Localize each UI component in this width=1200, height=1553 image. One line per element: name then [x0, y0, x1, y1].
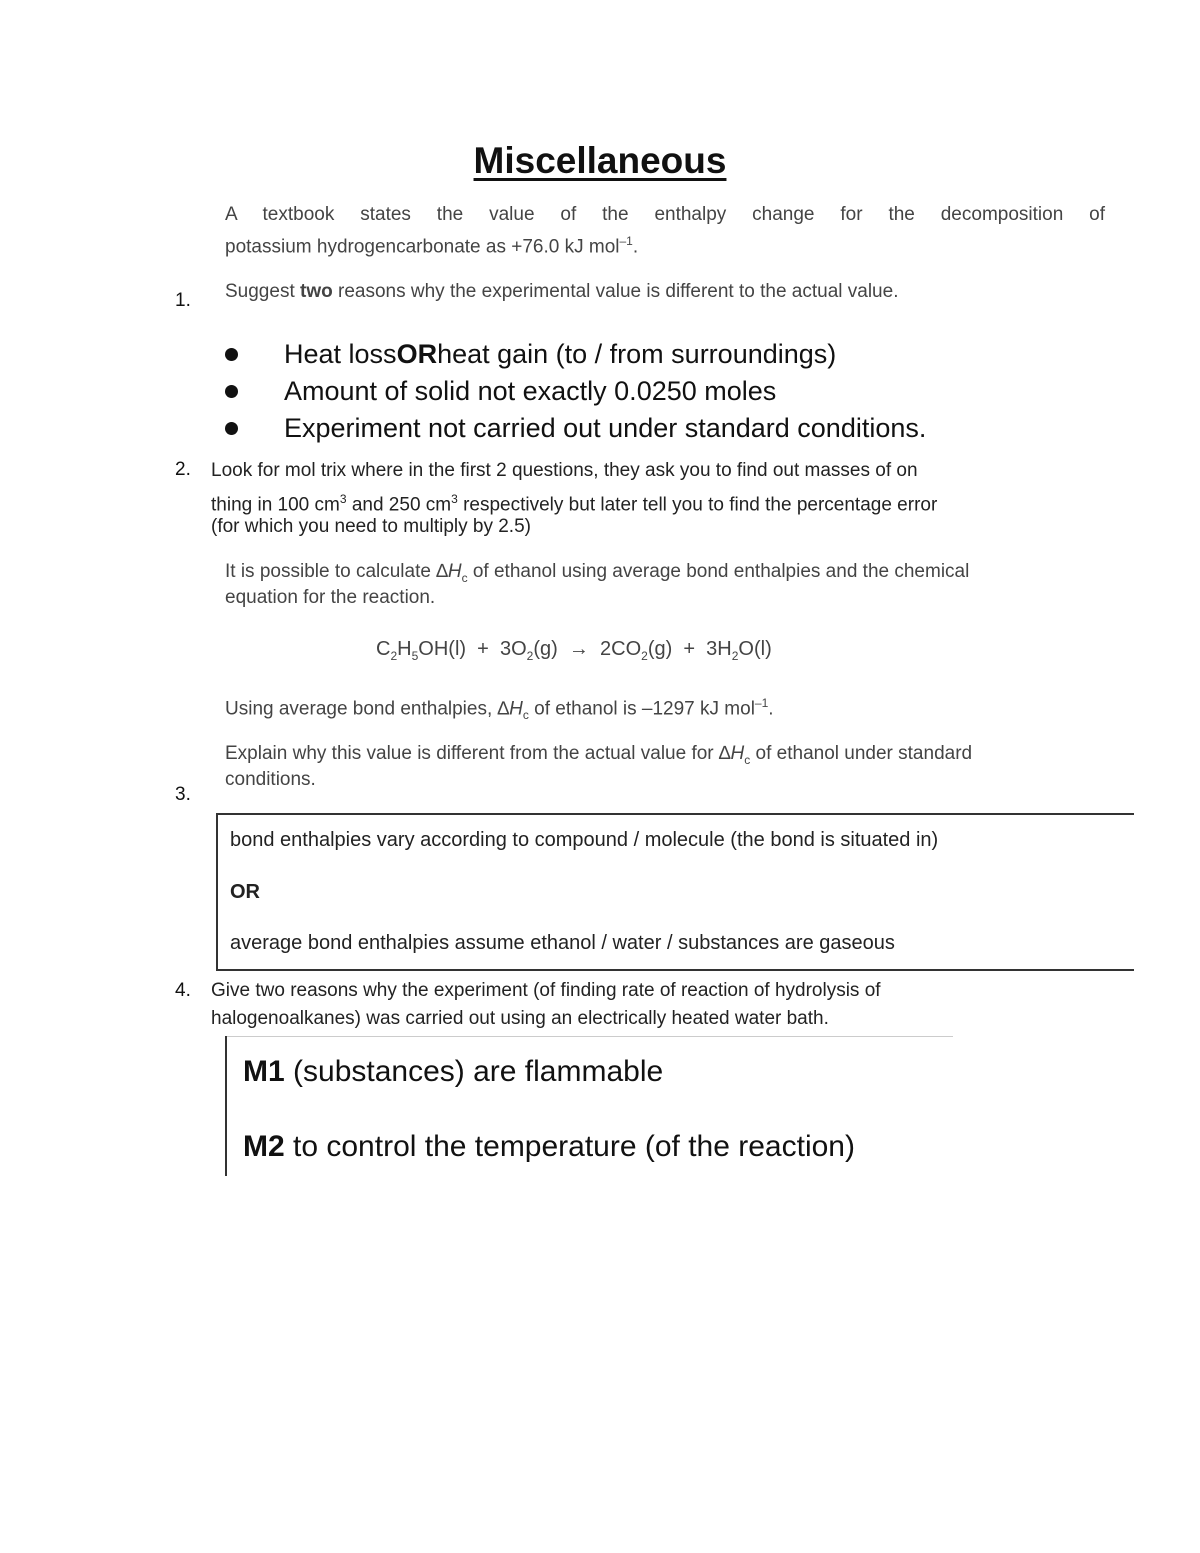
list-item: Amount of solid not exactly 0.0250 moles [225, 373, 926, 410]
q1-question: Suggest two reasons why the experimental value is different to the actual value. [225, 281, 899, 302]
q3-mark-scheme-box [216, 813, 1134, 971]
q2-line1: Look for mol trix where in the first 2 questions, they ask you to find out masses of on [211, 460, 918, 481]
q3-intro-line1: It is possible to calculate $\Delta H_c$ of ethanol using average bond enthalpies and the chemical [225, 561, 970, 585]
q2-line2: thing in 100 $cm^3$ and 250 $cm^3$ respectively but later tell you to find the percentage error [211, 492, 938, 516]
q4-line2: halogenoalkanes) was carried out using an electrically heated water bath. [211, 1008, 829, 1029]
q4-mark-m1: M1 (substances) are flammable [243, 1055, 664, 1088]
q4-mark-scheme-border [225, 1036, 227, 1176]
q2-number: 2. [175, 459, 191, 480]
bullet-icon [225, 385, 238, 398]
q3-answer-or: OR [230, 881, 260, 903]
q3-answer-line1: bond enthalpies vary according to compound / molecule (the bond is situated in) [230, 829, 939, 851]
page-title: Miscellaneous [473, 140, 727, 181]
q3-number: 3. [175, 784, 191, 805]
q2-line3: (for which you need to multiply by 2.5) [211, 516, 531, 537]
q4-number: 4. [175, 980, 191, 1001]
q1-intro-line2: potassium hydrogencarbonate as +76.0 kJ mol$^{-1}$. [225, 234, 639, 258]
q3-explain-line1: Explain why this value is different from the actual value for $\Delta H_c$ of ethanol under standard [225, 743, 973, 767]
q3-explain-line2: conditions. [225, 769, 316, 790]
q4-line1: Give two reasons why the experiment (of finding rate of reaction of hydrolysis of [211, 980, 881, 1001]
bullet-icon [225, 422, 238, 435]
chemical-equation: $C_2H_5OH(l) + 3O_2(g) \to 2CO_2(g) + 3H_2O(l)$ [376, 638, 772, 663]
list-item: Heat loss OR heat gain (to / from surroundings) [225, 336, 926, 373]
q1-number: 1. [175, 290, 191, 311]
divider [227, 1036, 953, 1037]
q4-mark-m2: M2 to control the temperature (of the reaction) [243, 1130, 855, 1163]
bullet-icon [225, 348, 238, 361]
q3-answer-line2: average bond enthalpies assume ethanol / water / substances are gaseous [230, 932, 895, 954]
q3-value: Using average bond enthalpies, $\Delta H_c$ of ethanol is –1297 kJ mol$^{-1}$. [225, 696, 774, 723]
q1-intro-line1: A textbook states the value of the enthalpy change for the decomposition of [225, 204, 1105, 225]
q1-answer-list [225, 336, 926, 447]
q3-intro-line2: equation for the reaction. [225, 587, 436, 608]
list-item: Experiment not carried out under standard conditions. [225, 410, 926, 447]
